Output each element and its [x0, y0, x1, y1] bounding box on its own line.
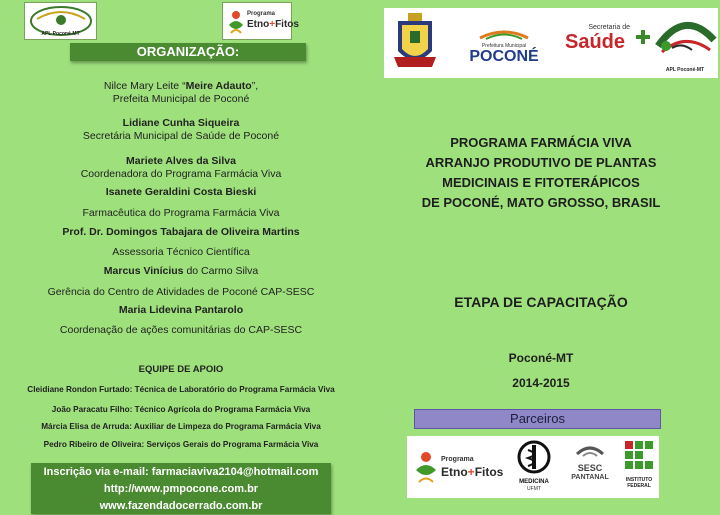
etno-name: Etno: [247, 19, 270, 30]
programa-title: [362, 133, 720, 213]
equipe-heading: EQUIPE DE APOIO: [138, 364, 224, 375]
programa-line-1: PROGRAMA FARMÁCIA VIVA: [450, 135, 632, 150]
person-7-name: Maria Lidevina Pantarolo: [118, 304, 244, 316]
sesc-text: SESC: [577, 463, 603, 473]
etno-suffix: Fitos: [275, 19, 299, 30]
person-2-role: Secretária Municipal de Saúde de Poconé: [82, 130, 280, 142]
organizacao-heading-text: ORGANIZAÇÃO:: [136, 44, 240, 59]
sesc-pantanal-logo: [565, 442, 615, 494]
etapa-title: ETAPA DE CAPACITAÇÃO: [454, 294, 628, 310]
saude-wordmark: Saúde: [564, 31, 626, 53]
equipe-member-2: João Paracatu Filho: Técnico Agrícola do Programa Farmácia Viva: [51, 405, 311, 414]
medicina-text: MEDICINA: [519, 479, 549, 485]
prefeitura-arc-icon: [476, 26, 532, 40]
person-3-name: Mariete Alves da Silva: [126, 155, 236, 167]
person-1-role: Prefeita Municipal de Poconé: [112, 93, 250, 105]
apl-logo-right: [652, 12, 718, 74]
local-text: Poconé-MT: [508, 351, 574, 365]
p6-rest: do Carmo Silva: [183, 265, 259, 277]
p1-suffix: ”,: [251, 80, 259, 92]
prefeitura-small-text: Prefeitura Municipal: [481, 43, 527, 49]
contato-link-prefeitura[interactable]: http://www.pmpocone.com.br: [103, 483, 259, 495]
p1-prefix: Nilce Mary Leite “: [103, 80, 186, 92]
periodo-text: 2014-2015: [512, 376, 570, 390]
partner-logos-strip: [407, 436, 659, 498]
programa-line-2: ARRANJO PRODUTIVO DE PLANTAS: [425, 155, 657, 170]
person-4-name: Isanete Geraldini Costa Bieski: [105, 186, 257, 198]
secretaria-small-text: Secretaria de: [588, 24, 630, 31]
person-5-name: Prof. Dr. Domingos Tabajara de Oliveira Martins: [62, 226, 300, 238]
pocone-wordmark: POCONÉ: [469, 48, 539, 65]
etno-leaf-icon: [225, 7, 247, 37]
secretaria-saude-logo: [554, 24, 636, 70]
etno-title: Etno+Fitos: [247, 19, 299, 30]
person-2-name: Lidiane Cunha Siqueira: [122, 117, 240, 129]
if-grid-icon: [624, 440, 654, 472]
p6-bold: Marcus Vinícius: [103, 265, 184, 277]
contato-link-fazenda[interactable]: www.fazendadocerrado.com.br: [99, 500, 263, 512]
apl-right-seal-icon: [652, 12, 718, 62]
header-logos-strip: [384, 8, 718, 78]
equipe-member-1: Cleidiane Rondon Furtado: Técnica de Laboratório do Programa Farmácia Viva: [27, 385, 335, 394]
person-6-role: Gerência do Centro de Atividades de Poconé CAP-SESC: [47, 286, 315, 298]
etno-fitos-logo-bottom: [413, 446, 503, 490]
programa-line-4: DE POCONÉ, MATO GROSSO, BRASIL: [421, 195, 661, 210]
etno-suffix-bottom: Fitos: [474, 465, 504, 479]
etno-title-bottom: Etno+Fitos: [441, 465, 504, 479]
person-4-role: Farmacêutica do Programa Farmácia Viva: [82, 207, 280, 219]
person-7-role: Coordenação de ações comunitárias do CAP-SESC: [59, 324, 303, 336]
equipe-member-4: Pedro Ribeiro de Oliveira: Serviços Gerais do Programa Farmácia Viva: [43, 440, 319, 449]
person-3-role: Coordenadora do Programa Farmácia Viva: [80, 168, 282, 180]
etno-leaf-bottom-icon: [413, 448, 439, 486]
pantanal-text: PANTANAL: [571, 474, 609, 481]
medicina-symbol-icon: [517, 440, 551, 474]
instituto-text-2: FEDERAL: [627, 483, 651, 489]
parceiros-banner: [414, 409, 661, 429]
equipe-member-3: Márcia Elisa de Arruda: Auxiliar de Limpeza do Programa Farmácia Viva: [41, 422, 321, 431]
etno-prefix: Programa: [247, 11, 276, 17]
etno-fitos-logo-top: [222, 2, 299, 40]
etno-prefix-bottom: Programa: [441, 456, 474, 463]
apl-left-text: APL Poconé-MT: [41, 31, 80, 37]
person-1-name: [0, 80, 362, 93]
contato-banner: [31, 463, 331, 514]
p1-bold: Meire Adauto: [185, 80, 252, 92]
etno-name-bottom: Etno: [441, 465, 468, 479]
person-6-name: [0, 265, 362, 278]
pocone-coat-of-arms-icon: [390, 11, 440, 75]
prefeitura-pocone-logo: [464, 26, 544, 72]
instituto-federal-logo: [621, 440, 657, 496]
apl-right-text: APL Poconé-MT: [665, 67, 705, 73]
programa-line-3: MEDICINAIS E FITOTERÁPICOS: [442, 175, 640, 190]
organizacao-heading: [70, 43, 306, 61]
parceiros-text: Parceiros: [510, 411, 565, 426]
medicina-ufmt-logo: [507, 440, 561, 496]
contato-email[interactable]: Inscrição via e-mail: farmaciaviva2104@hotmail.com: [43, 466, 319, 478]
person-5-role: Assessoria Técnico Científica: [112, 246, 250, 258]
ufmt-text: UFMT: [527, 486, 541, 492]
instituto-text-1: INSTITUTO: [625, 477, 653, 483]
saude-cross-icon: [636, 30, 650, 44]
apl-logo-left: [24, 2, 97, 40]
sesc-bird-icon: [575, 442, 605, 458]
